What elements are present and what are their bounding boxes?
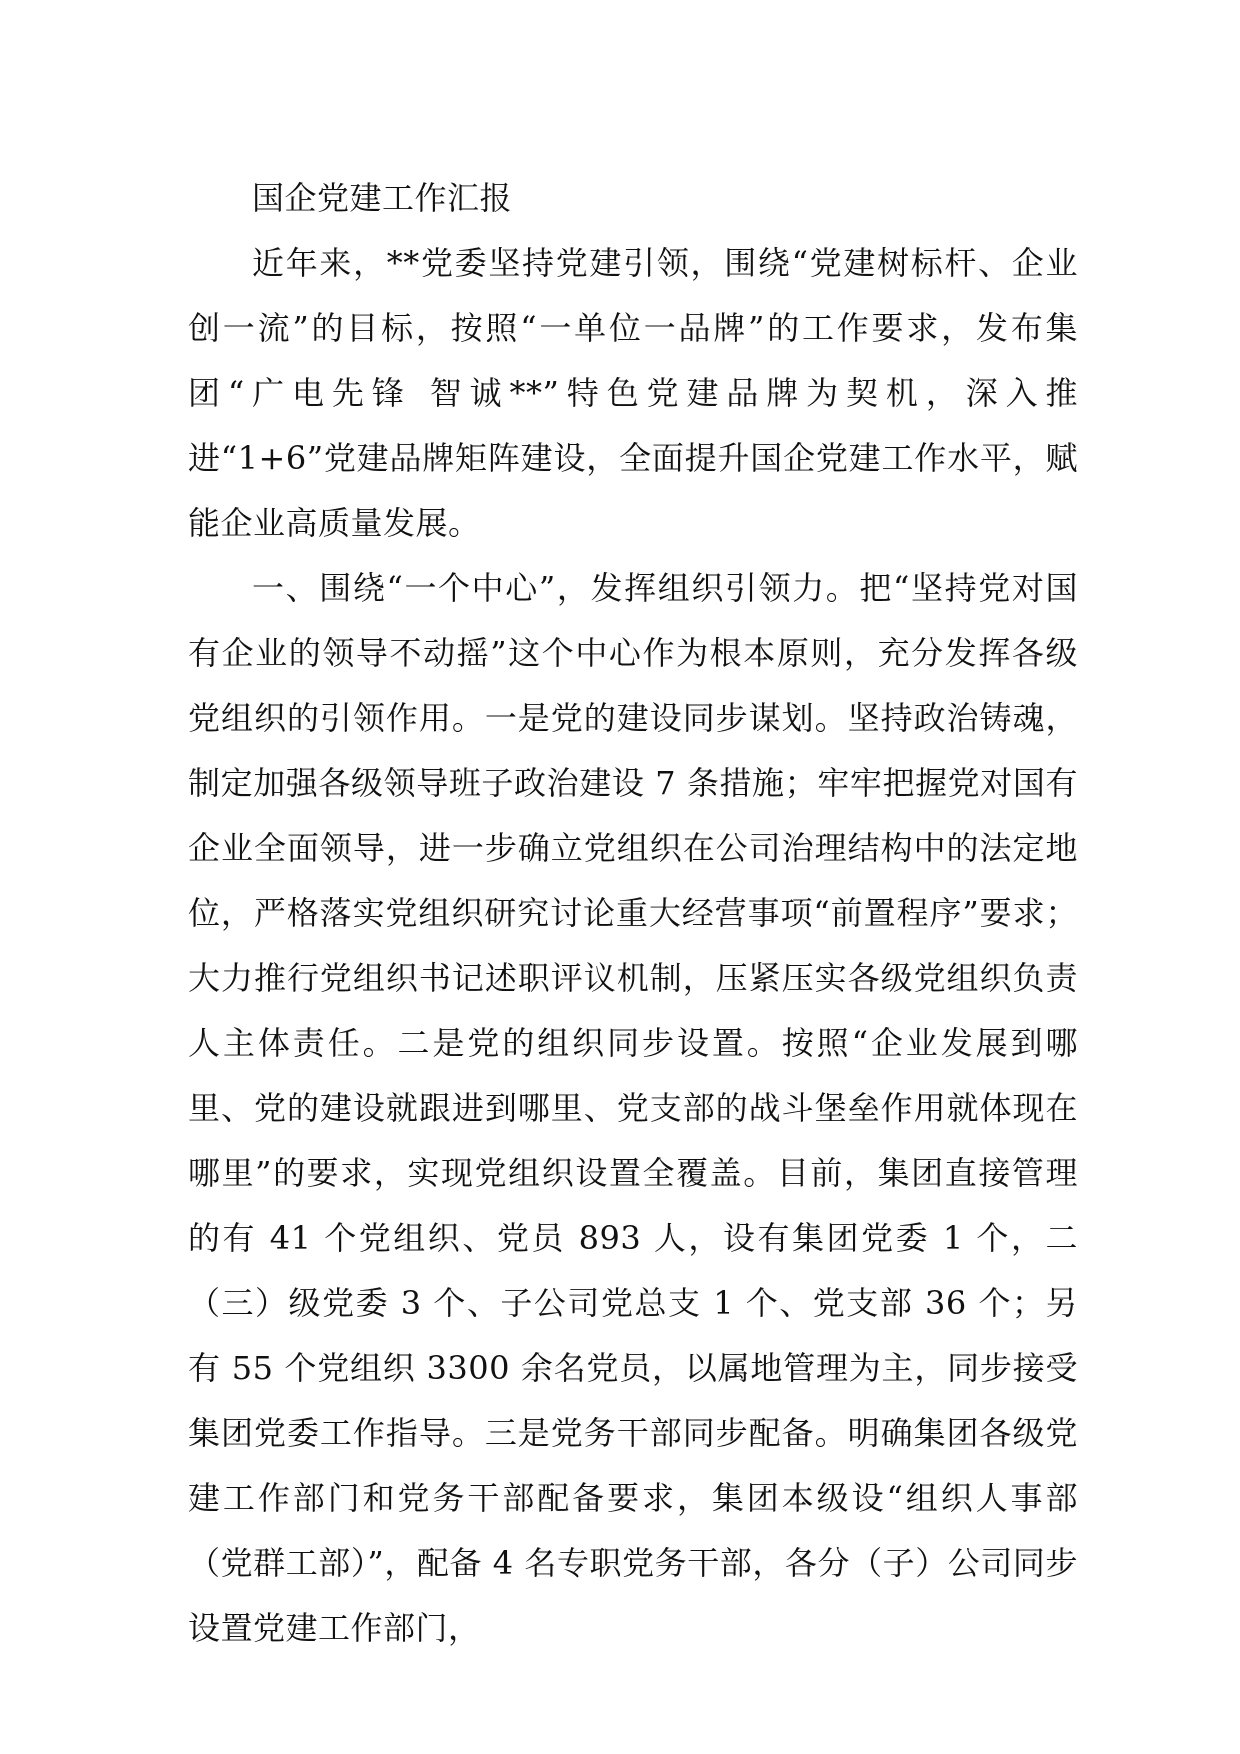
paragraph-intro: 近年来，**党委坚持党建引领，围绕“党建树标杆、企业创一流”的目标，按照“一单位一品牌”的工作要求，发布集团“广电先锋 智诚**”特色党建品牌为契机，深入推进“1+6”党建品牌矩阵建设，全面提升国企党建工作水平，赋能企业高质量发展。	[188, 244, 1078, 542]
paragraph-section-one: 一、围绕“一个中心”，发挥组织引领力。把“坚持党对国有企业的领导不动摇”这个中心作为根本原则，充分发挥各级党组织的引领作用。一是党的建设同步谋划。坚持政治铸魂，制定加强各级领导班子政治建设 7 条措施；牢牢把握党对国有企业全面领导，进一步确立党组织在公司治理结构中的法定地位，严格落实党组织研究讨论重大经营事项“前置程序”要求；大力推行党组织书记述职评议机制，压紧压实各级党组织负责人主体责任。二是党的组织同步设置。按照“企业发展到哪里、党的建设就跟进到哪里、党支部的战斗堡垒作用就体现在哪里”的要求，实现党组织设置全覆盖。目前，集团直接管理的有 41 个党组织、党员 893 人，设有集团党委 1 个，二（三）级党委 3 个、子公司党总支 1 个、党支部 36 个；另有 55 个党组织 3300 余名党员，以属地管理为主，同步接受集团党委工作指导。三是党务干部同步配备。明确集团各级党建工作部门和党务干部配备要求，集团本级设“组织人事部（党群工部）”，配备 4 名专职党务干部，各分（子）公司同步设置党建工作部门，	[188, 569, 1078, 1647]
document-body	[188, 166, 1078, 1661]
document-title: 国企党建工作汇报	[252, 179, 513, 217]
